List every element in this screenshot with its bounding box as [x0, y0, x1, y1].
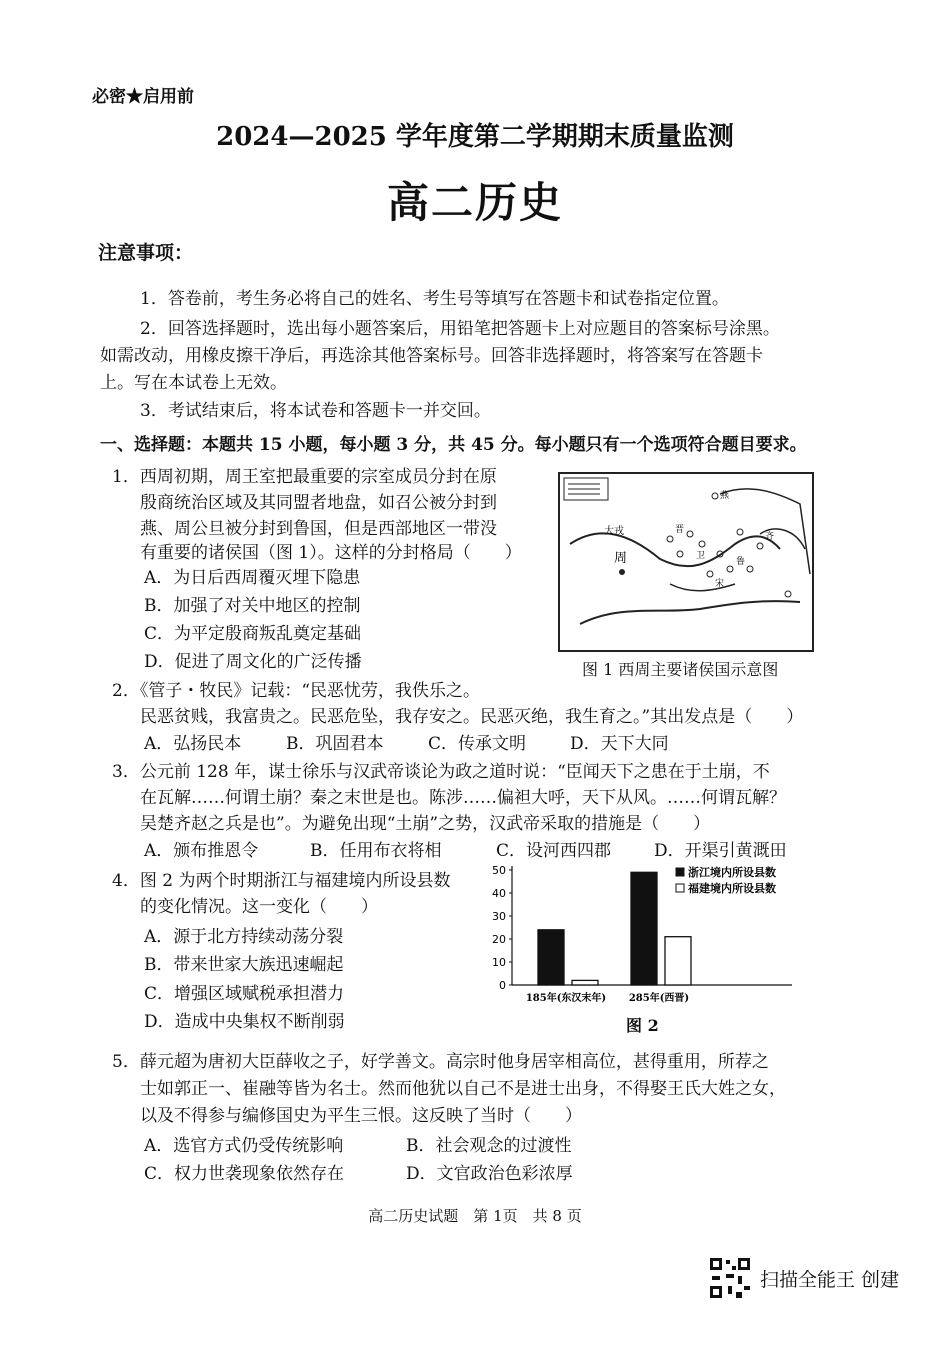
- notice-line: 3．考试结束后，将本试卷和答题卡一并交回。: [140, 401, 491, 421]
- fief-marker: [727, 566, 733, 572]
- fief-marker: [757, 543, 763, 549]
- fief-marker: [667, 536, 673, 542]
- page-footer: 高二历史试题 第 1页 共 8 页: [368, 1207, 582, 1225]
- y-tick-label: 50: [492, 864, 506, 877]
- q3-option-b: B．任用布衣将相: [310, 841, 442, 861]
- y-tick-label: 10: [492, 956, 506, 969]
- fief-marker: [677, 551, 683, 557]
- q5-option-b: B．社会观念的过渡性: [406, 1136, 572, 1156]
- huai-river: [670, 584, 735, 591]
- fief-marker: [707, 571, 713, 577]
- y-tick-label: 40: [492, 887, 506, 900]
- western-zhou-map: [558, 472, 814, 652]
- notice-line: 上。写在本试卷上无效。: [100, 373, 287, 393]
- legend-label: 浙江境内所设县数: [688, 866, 776, 879]
- fief-marker: [712, 493, 718, 499]
- map-label: 周: [614, 551, 628, 566]
- map-label: 齐: [765, 532, 775, 542]
- x-tick-label: 185年(东汉末年): [525, 993, 607, 1004]
- map-drawing: [560, 474, 812, 650]
- q3-stem: 3．公元前 128 年，谋士徐乐与汉武帝谈论为政之道时说：“臣闻天下之患在于土崩，不: [112, 762, 770, 782]
- y-tick-label: 30: [492, 910, 506, 923]
- notice-line: 2．回答选择题时，选出每小题答案后，用铅笔把答题卡上对应题目的答案标号涂黑。: [140, 319, 780, 339]
- q1-stem: 燕、周公旦被分封到鲁国，但是西部地区一带没: [140, 519, 497, 539]
- q3-option-d: D．开渠引黄溉田: [654, 841, 787, 861]
- q5-stem: 以及不得参与编修国史为平生三恨。这反映了当时（ ）: [140, 1106, 582, 1126]
- map-label: 晋: [675, 525, 685, 535]
- q1-stem: 1．西周初期，周王室把最重要的宗室成员分封在原: [112, 467, 497, 487]
- fief-marker: [785, 591, 791, 597]
- notice-heading: 注意事项：: [98, 242, 194, 264]
- notice-line: 如需改动，用橡皮擦干净后，再选涂其他答案标号。回答非选择题时，将答案写在答题卡: [100, 346, 763, 366]
- bar: [538, 930, 564, 985]
- q5-stem: 士如郭正一、崔融等皆为名士。然而他犹以自己不是进士出身，不得娶王氏大姓之女，: [140, 1079, 786, 1099]
- county-count-bar-chart: [486, 860, 818, 1010]
- legend-label: 福建境内所设县数: [688, 882, 776, 895]
- x-tick-label: 285年(西晋): [628, 993, 690, 1004]
- q1-option-b: B．加强了对关中地区的控制: [144, 596, 361, 616]
- bar: [665, 937, 691, 985]
- q3-option-c: C．设河西四郡: [496, 841, 612, 861]
- fief-marker: [699, 541, 705, 547]
- scanner-watermark: [708, 1256, 899, 1300]
- section-heading: 一、选择题：本题共 15 小题，每小题 3 分，共 45 分。每小题只有一个选项符合题目要求。: [100, 435, 807, 455]
- bar: [631, 872, 657, 985]
- q2-option-d: D．天下大同: [570, 734, 669, 754]
- q1-option-d: D．促进了周文化的广泛传播: [144, 652, 362, 672]
- q3-option-a: A．颁布推恩令: [144, 841, 259, 861]
- map-label: 卫: [696, 551, 706, 561]
- q2-stem: 2．《管子・牧民》记载：“民恶忧劳，我佚乐之。: [112, 681, 481, 701]
- capital-marker: [619, 569, 625, 575]
- q2-stem: 民恶贫贱，我富贵之。民恶危坠，我存安之。民恶灭绝，我生育之。”其出发点是（ ）: [140, 707, 804, 727]
- legend-swatch: [676, 868, 684, 876]
- y-tick-label: 20: [492, 933, 506, 946]
- q4-stem: 的变化情况。这一变化（ ）: [140, 897, 378, 917]
- yangtze-river: [580, 601, 800, 624]
- q5-stem: 5．薛元超为唐初大臣薛收之子，好学善文。高宗时他身居宰相高位，甚得重用，所荐之: [112, 1052, 769, 1072]
- fief-marker: [747, 566, 753, 572]
- map-label: 宋: [715, 579, 725, 589]
- yellow-river: [570, 533, 780, 566]
- map-label: 鲁: [736, 557, 746, 567]
- y-tick-label: 0: [499, 979, 506, 992]
- q1-option-c: C．为平定殷商叛乱奠定基础: [144, 624, 362, 644]
- q5-option-d: D．文官政治色彩浓厚: [406, 1164, 573, 1184]
- q5-option-a: A．选官方式仍受传统影响: [144, 1136, 344, 1156]
- figure2-caption: 图 2: [626, 1016, 659, 1035]
- q1-stem: 有重要的诸侯国（图 1）。这样的分封格局（ ）: [140, 543, 522, 563]
- q4-stem: 4．图 2 为两个时期浙江与福建境内所设县数: [112, 871, 451, 891]
- fief-marker: [687, 531, 693, 537]
- q5-option-c: C．权力世袭现象依然存在: [144, 1164, 345, 1184]
- scanner-watermark-text: 扫描全能王 创建: [760, 1268, 900, 1291]
- fief-marker: [737, 529, 743, 535]
- q3-stem: 吴楚齐赵之兵是也”。为避免出现“土崩”之势，汉武帝采取的措施是（ ）: [140, 814, 711, 834]
- q2-option-b: B．巩固君本: [286, 734, 384, 754]
- bar: [572, 980, 598, 985]
- map-label: 燕: [720, 491, 730, 501]
- subject-title: 高二历史: [386, 178, 563, 227]
- map-label: 大戎: [604, 526, 624, 537]
- notice-line: 1．答卷前，考生务必将自己的姓名、考生号等填写在答题卡和试卷指定位置。: [140, 289, 729, 309]
- q1-option-a: A．为日后西周覆灭埋下隐患: [144, 568, 361, 588]
- confidential-mark: 必密★启用前: [92, 87, 194, 107]
- q3-stem: 在瓦解……何谓土崩？秦之末世是也。陈涉……偏袒大呼，天下从风。……何谓瓦解？: [140, 788, 786, 808]
- q2-option-c: C．传承文明: [428, 734, 527, 754]
- q4-option-b: B．带来世家大族迅速崛起: [144, 955, 344, 975]
- q1-stem: 殷商统治区域及其同盟者地盘，如召公被分封到: [140, 493, 497, 513]
- q4-option-a: A．源于北方持续动荡分裂: [144, 927, 344, 947]
- figure1-caption: 图 1 西周主要诸侯国示意图: [582, 660, 779, 679]
- q2-option-a: A．弘扬民本: [144, 734, 242, 754]
- q4-option-d: D．造成中央集权不断削弱: [144, 1012, 345, 1032]
- legend-swatch: [676, 884, 684, 892]
- exam-title: 2024—2025 学年度第二学期期末质量监测: [216, 122, 734, 152]
- q4-option-c: C．增强区域赋税承担潜力: [144, 984, 345, 1004]
- qr-code-icon: [708, 1256, 752, 1300]
